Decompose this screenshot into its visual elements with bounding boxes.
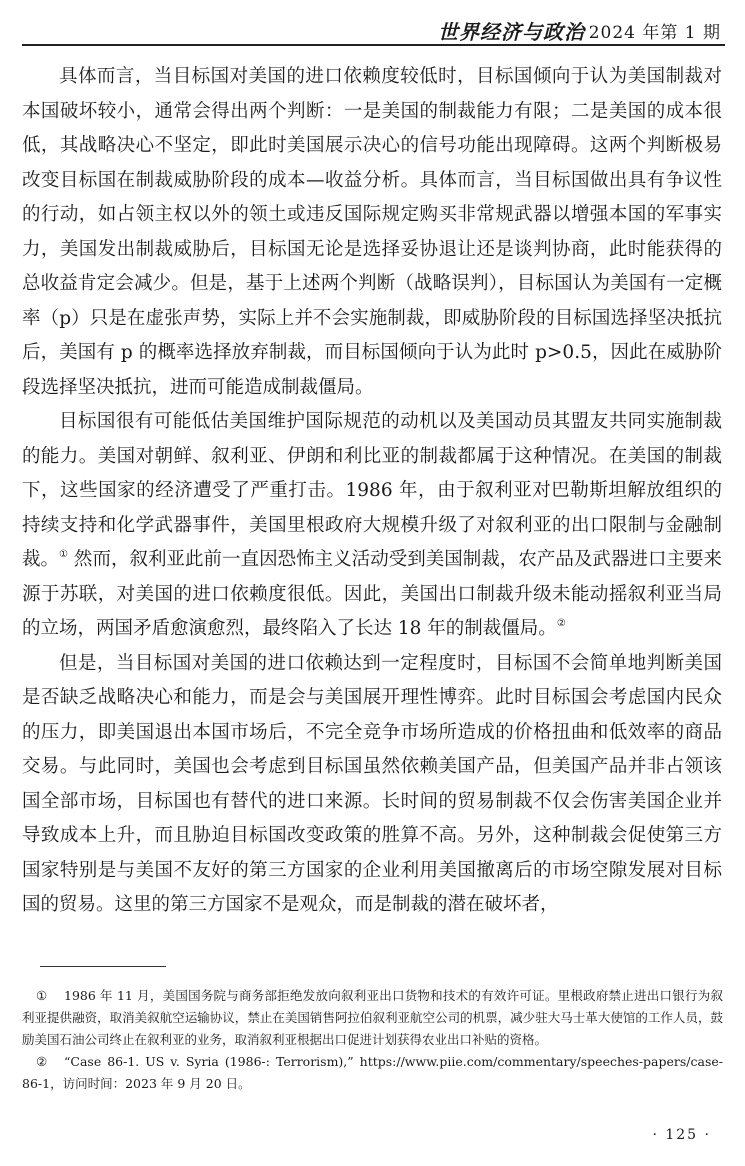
header-divider — [22, 44, 725, 46]
issue-label: 2024 年第 1 期 — [588, 23, 721, 43]
footnote-divider — [40, 966, 166, 967]
paragraph-2-part-1: 目标国很有可能低估美国维护国际规范的动机以及美国动员其盟友共同实施制裁的能力。美国对朝鲜、叙利亚、伊朗和利比亚的制裁都属于这种情况。在美国的制裁下，这些国家的经济遭受了严重打击。1986 年，由于叙利亚对巴勒斯坦解放组织的持续支持和化学武器事件，美国里根政府大规模升级了对叙利亚的出口限制与金融制裁。 — [22, 411, 722, 570]
paragraph-1: 具体而言，当目标国对美国的进口依赖度较低时，目标国倾向于认为美国制裁对本国破坏较小，通常会得出两个判断：一是美国的制裁能力有限；二是美国的成本很低，其战略决心不坚定，即此时美国展示决心的信号功能出现障碍。这两个判断极易改变目标国在制裁威胁阶段的成本—收益分析。具体而言，当目标国做出具有争议性的行动，如占领主权以外的领土或违反国际规定购买非常规武器以增强本国的军事实力，美国发出制裁威胁后，目标国无论是选择妥协退让还是谈判协商，此时能获得的总收益肯定会减少。但是，基于上述两个判断（战略误判），目标国认为美国有一定概率（p）只是在虚张声势，实际上并不会实施制裁，即威胁阶段的目标国选择坚决抵抗后，美国有 p 的概率选择放弃制裁，而目标国倾向于认为此时 p>0.5，因此在威胁阶段选择坚决抵抗，进而可能造成制裁僵局。 — [22, 66, 722, 398]
page-number: · 125 · — [652, 1127, 711, 1143]
footnote-1 — [22, 985, 723, 1051]
footnote-1-text: 1986 年 11 月，美国国务院与商务部拒绝发放向叙利亚出口货物和技术的有效许可证。里根政府禁止进出口银行为叙利亚提供融资，取消美叙航空运输协议，禁止在美国销售阿拉伯叙利亚航空公司的机票，减少驻大马士革大使馆的工作人员，鼓励美国石油公司终止在叙利亚的业务，取消叙利亚根据出口促进计划获得农业出口补贴的资格。 — [22, 988, 723, 1047]
footnotes — [22, 985, 723, 1095]
footnote-2-text: “Case 86-1. US v. Syria (1986-: Terrorism),” https://www.piie.com/commentary/speeches-papers/case-86-1，访问时间：2023 年 9 月 20 日。 — [22, 1054, 723, 1091]
footnote-1-mark: ① — [36, 988, 48, 1003]
paragraph-3: 但是，当目标国对美国的进口依赖达到一定程度时，目标国不会简单地判断美国是否缺乏战略决心和能力，而是会与美国展开理性博弈。此时目标国会考虑国内民众的压力，即美国退出本国市场后，不完全竞争市场所造成的价格扭曲和低效率的商品交易。与此同时，美国也会考虑到目标国虽然依赖美国产品，但美国产品并非占领该国全部市场，目标国也有替代的进口来源。长时间的贸易制裁不仅会伤害美国企业并导致成本上升，而且胁迫目标国改变政策的胜算不高。另外，这种制裁会促使第三方国家特别是与美国不友好的第三方国家的企业利用美国撤离后的市场空隙发展对目标国的贸易。这里的第三方国家不是观众，而是制裁的潜在破坏者， — [22, 652, 722, 915]
paragraph-2-part-2: 然而，叙利亚此前一直因恐怖主义活动受到美国制裁，农产品及武器进口主要来源于苏联，对美国的进口依赖度很低。因此，美国出口制裁升级未能动摇叙利亚当局的立场，两国矛盾愈演愈烈，最终陷入了长达 18 年的制裁僵局。 — [22, 549, 722, 639]
article-body — [22, 60, 722, 923]
footnote-ref-1[interactable]: ① — [59, 549, 69, 560]
paragraph-2 — [22, 405, 722, 647]
footnote-2-mark: ② — [36, 1054, 48, 1069]
footnote-ref-2[interactable]: ② — [556, 618, 566, 629]
footnote-2 — [22, 1051, 723, 1095]
running-header — [0, 14, 745, 44]
journal-title: 世界经济与政治 — [438, 20, 585, 44]
